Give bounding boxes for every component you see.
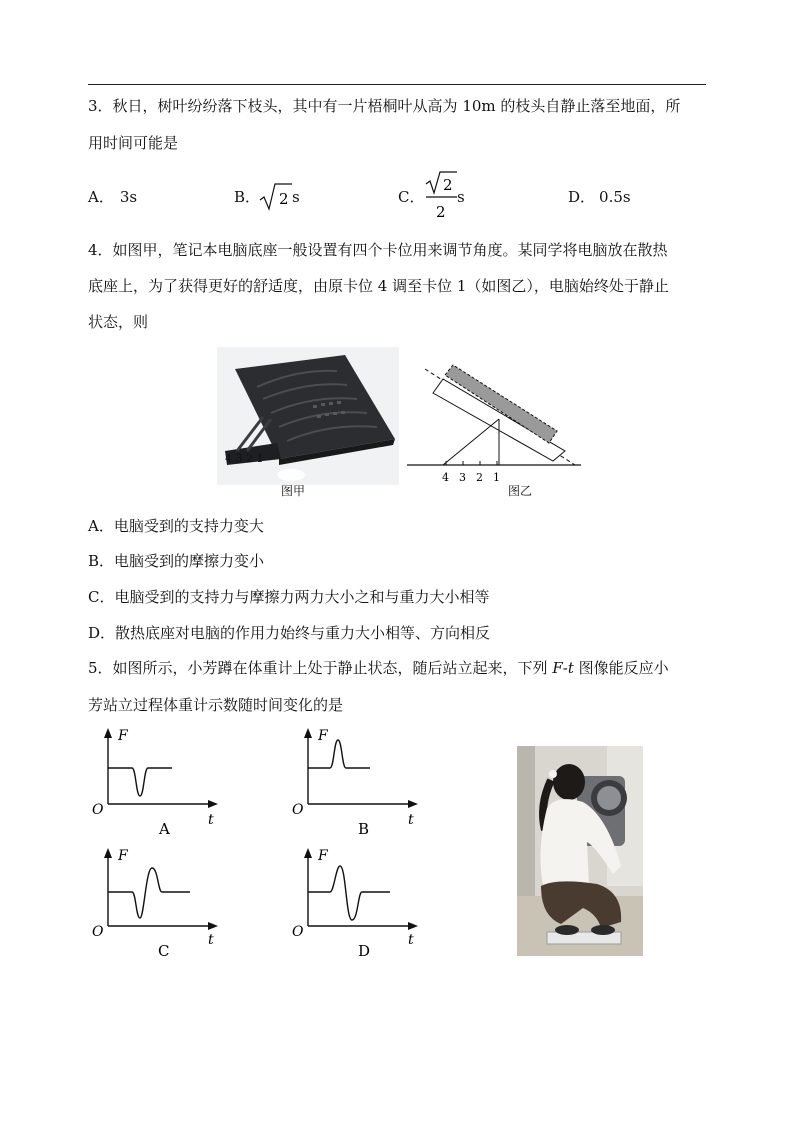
- q3-option-d-value: 0.5s: [599, 188, 631, 206]
- q5-stem-pre: 5．如图所示，小芳蹲在体重计上处于静止状态，随后站立起来，下列: [88, 659, 553, 677]
- q3-option-b-sqrt: [258, 180, 294, 212]
- graph-a-origin: O: [92, 802, 104, 818]
- q3-stem-line2: 用时间可能是: [88, 134, 179, 152]
- q3-option-b-radicand: 2: [279, 190, 289, 208]
- graph-a-label: A: [159, 820, 170, 838]
- q3-option-d: [568, 187, 631, 207]
- q5-stem-dash: -: [562, 659, 568, 677]
- graph-b-origin: O: [292, 802, 304, 818]
- graph-a-f-label: F: [118, 728, 128, 744]
- figure-a-laptop-stand: [217, 347, 399, 485]
- q3-option-c-label: C．: [398, 188, 425, 206]
- graph-c-t-label: t: [208, 932, 214, 948]
- figure-b-tick-2: 2: [476, 471, 483, 484]
- graph-c-origin: O: [92, 924, 104, 940]
- q4-stem-line3: 状态，则: [88, 313, 149, 331]
- figure-b-tick-3: 3: [459, 471, 466, 484]
- q5-stem-var-f: F: [552, 659, 563, 677]
- q5-stem-post: 图像能反应小: [573, 659, 669, 677]
- q3-option-b-label: B．: [234, 188, 261, 206]
- figure-b-diagram: [403, 357, 585, 485]
- graph-d-t-label: t: [408, 932, 414, 948]
- graph-c-f-label: F: [118, 848, 128, 864]
- graph-d: [286, 846, 426, 958]
- graph-c-label: C: [158, 942, 170, 958]
- header-rule: [88, 84, 706, 85]
- q4-option-a: A．电脑受到的支持力变大: [88, 517, 264, 535]
- q4-stem-line2: 底座上，为了获得更好的舒适度，由原卡位 4 调至卡位 1（如图乙），电脑始终处于静止: [88, 277, 669, 295]
- photo-girl-on-scale: [517, 746, 643, 956]
- graph-d-label: D: [358, 942, 371, 958]
- q3-option-c-fraction: [424, 170, 460, 222]
- figure-a-caption: 图甲: [281, 484, 306, 498]
- graph-d-f-label: F: [318, 848, 328, 864]
- figure-a-slot-numbers: 4 3 2 1: [225, 452, 264, 465]
- graph-d-origin: O: [292, 924, 304, 940]
- q4-stem-line1: 4．如图甲，笔记本电脑底座一般设置有四个卡位用来调节角度。某同学将电脑放在散热: [88, 241, 668, 259]
- q3-stem-line1: 3．秋日，树叶纷纷落下枝头，其中有一片梧桐叶从高为 10m 的枝头自静止落至地面，所: [88, 97, 681, 115]
- figure-b-caption: 图乙: [508, 484, 533, 498]
- graph-b-label: B: [358, 820, 370, 838]
- q3-option-a-label: A．: [88, 188, 114, 206]
- q3-option-d-label: D．: [568, 188, 596, 206]
- q5-stem-line2: 芳站立过程体重计示数随时间变化的是: [88, 696, 344, 714]
- graph-c: [86, 846, 226, 958]
- graph-b-f-label: F: [318, 728, 328, 744]
- graph-a: [86, 726, 226, 838]
- q5-stem-line1: [88, 658, 669, 678]
- figure-b-tick-4: 4: [442, 471, 449, 484]
- q3-option-b: [234, 187, 260, 207]
- q4-option-c: C．电脑受到的支持力与摩擦力两力大小之和与重力大小相等: [88, 588, 490, 606]
- figure-b-tick-1: 1: [493, 471, 500, 484]
- q3-option-c-radicand: 2: [443, 176, 453, 194]
- q3-option-c-unit: s: [457, 188, 465, 206]
- q5-stem-var-t: t: [567, 659, 574, 677]
- q3-option-c-denominator: 2: [436, 203, 446, 221]
- q3-option-a: [88, 187, 137, 207]
- graph-b-t-label: t: [408, 812, 414, 828]
- q3-option-b-unit: s: [292, 188, 300, 206]
- q4-option-d: D．散热底座对电脑的作用力始终与重力大小相等、方向相反: [88, 624, 491, 642]
- q4-option-b: B．电脑受到的摩擦力变小: [88, 552, 265, 570]
- graph-a-t-label: t: [208, 812, 214, 828]
- graph-b: [286, 726, 426, 838]
- q3-option-a-value: 3s: [119, 188, 138, 206]
